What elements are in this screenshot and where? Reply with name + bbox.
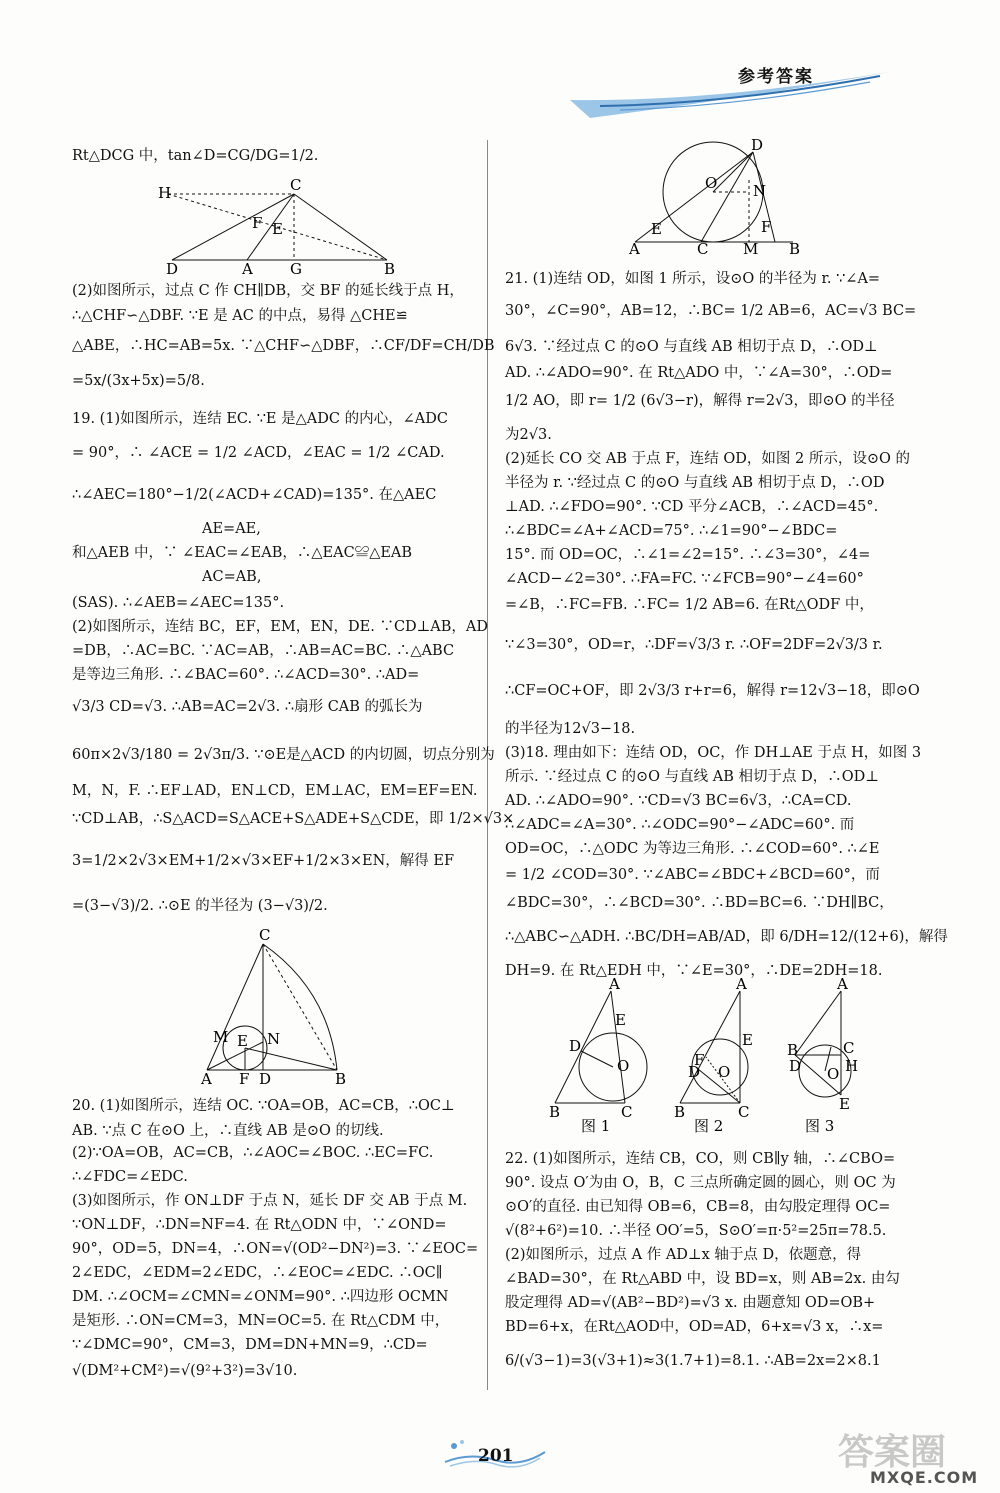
figure-sector-cab — [197, 926, 357, 1090]
svg-text:B: B — [787, 1041, 799, 1059]
text-line: AD. ∴∠ADO=90°. ∵CD=√3 BC=6√3，∴CA=CD. — [505, 793, 852, 809]
text-line: ∴CF=OC+OF，即 2√3/3 r+r=6，解得 r=12√3−18，即⊙O — [505, 683, 920, 699]
svg-text:B: B — [789, 240, 801, 258]
svg-text:N: N — [753, 182, 767, 200]
svg-text:M: M — [213, 1028, 229, 1046]
text-line: 2∠EDC，∠EDM=2∠EDC，∴∠EOC=∠EDC. ∴OC∥ — [72, 1265, 443, 1281]
text-line: ∴△ABC∽△ADH. ∴BC/DH=AB/AD，即 6/DH=12/(12+6)，解得 — [505, 929, 948, 945]
figure-3 — [787, 975, 858, 1135]
figure-1 — [549, 975, 647, 1135]
text-line: ∵∠3=30°，OD=r，∴DF=√3/3 r. ∴OF=2DF=2√3/3 r. — [505, 637, 883, 653]
svg-text:答案圈: 答案圈 — [838, 1432, 947, 1473]
text-line: ∠ACD−∠2=30°. ∴FA=FC. ∵∠FCB=90°−∠4=60° — [505, 571, 864, 587]
text-line: ∠BDC=30°，∴∠BCD=30°. ∴BD=BC=6. ∵DH∥BC， — [505, 895, 894, 911]
svg-text:C: C — [738, 1103, 750, 1121]
text-line: (2)如图所示，过点 C 作 CH∥DB，交 BF 的延长线于点 H， — [72, 283, 464, 299]
figure-circle-o — [625, 136, 805, 258]
text-line: (2)延长 CO 交 AB 于点 F，连结 OD，如图 2 所示，设⊙O 的 — [505, 451, 910, 467]
text-line: DM. ∴∠OCM=∠CMN=∠ONM=90°. ∴四边形 OCMN — [72, 1289, 449, 1305]
svg-text:B: B — [674, 1103, 686, 1121]
text-line: 60π×2√3/180 = 2√3π/3. ∵⊙E是△ACD 的内切圆，切点分别为 — [72, 747, 495, 763]
text-line: 6/(√3−1)=3(√3+1)≈3(1.7+1)=8.1. ∴AB=2x=2×8.1 — [505, 1353, 881, 1369]
svg-text:H: H — [845, 1057, 859, 1075]
svg-text:E: E — [742, 1031, 753, 1049]
svg-text:D: D — [688, 1063, 701, 1081]
text-line: 3=1/2×2√3×EM+1/2×√3×EF+1/2×3×EN，解得 EF — [72, 853, 455, 869]
text-line: 21. (1)连结 OD，如图 1 所示，设⊙O 的半径为 r. ∵∠A= — [505, 271, 881, 287]
svg-text:F: F — [694, 1051, 705, 1069]
text-line: (3)18. 理由如下：连结 OD，OC，作 DH⊥AE 于点 H，如图 3 — [505, 745, 922, 761]
text-line: △ABE，∴HC=AB=5x. ∵△CHF∽△DBF，∴CF/DF=CH/DB — [72, 338, 495, 354]
svg-text:A: A — [242, 260, 253, 278]
text-line: (2)如图所示，连结 BC，EF，EM，EN，DE. ∵CD⊥AB，AD — [72, 619, 489, 635]
text-line: (2)∵OA=OB，AC=CB，∴∠AOC=∠BOC. ∴EC=FC. — [72, 1145, 434, 1161]
text-line: ∵ON⊥DF，∴DN=NF=4. 在 Rt△ODN 中，∵∠OND= — [72, 1217, 447, 1233]
text-line: 的半径为12√3−18. — [505, 721, 636, 737]
text-line: 15°. 而 OD=OC，∴∠1=∠2=15°. ∴∠3=30°，∠4= — [505, 547, 871, 563]
svg-text:A: A — [837, 975, 848, 993]
text-line: √3/3 CD=√3. ∴AB=AC=2√3. ∴扇形 CAB 的弧长为 — [72, 699, 423, 715]
text-line: AC=AB, — [202, 569, 262, 585]
svg-text:F: F — [252, 214, 263, 232]
svg-text:H: H — [158, 184, 172, 202]
svg-text:E: E — [651, 220, 662, 238]
svg-text:D: D — [789, 1057, 802, 1075]
text-line: ∵∠DMC=90°，CM=3，DM=DN+MN=9，∴CD= — [72, 1337, 428, 1353]
svg-text:O: O — [718, 1063, 731, 1081]
svg-text:G: G — [290, 260, 302, 278]
svg-text:D: D — [751, 136, 764, 154]
text-line: 30°，∠C=90°，AB=12，∴BC= 1/2 AB=6，AC=√3 BC= — [505, 303, 917, 319]
text-line: ∵CD⊥AB，∴S△ACD=S△ACE+S△ADE+S△CDE，即 1/2×√3× — [72, 811, 515, 827]
figure-2-caption: 图 2 — [694, 1117, 724, 1135]
svg-text:O: O — [827, 1065, 840, 1083]
text-line: AD. ∴∠ADO=90°. 在 Rt△ADO 中，∵∠A=30°，∴OD= — [505, 365, 893, 381]
text-line: = 1/2 ∠COD=30°. ∵∠ABC=∠BDC+∠BCD=60°，而 — [505, 867, 880, 883]
text-line: (2)如图所示，过点 A 作 AD⊥x 轴于点 D，依题意，得 — [505, 1247, 862, 1263]
svg-text:A: A — [736, 975, 747, 993]
svg-text:C: C — [259, 926, 271, 944]
text-line: ∴∠ADC=∠A=30°. ∴∠ODC=90°−∠ADC=60°. 而 — [505, 817, 855, 833]
text-line: M，N，F. ∴EF⊥AD，EN⊥CD，EM⊥AC，EM=EF=EN. — [72, 783, 478, 799]
header-ribbon — [560, 62, 900, 122]
text-line: 是矩形. ∴ON=CM=3，MN=OC=5. 在 Rt△CDM 中， — [72, 1313, 450, 1329]
text-line: =(3−√3)/2. ∴⊙E 的半径为 (3−√3)/2. — [72, 898, 328, 914]
page-number: 201 — [478, 1446, 514, 1466]
figure-3-caption: 图 3 — [805, 1117, 835, 1135]
svg-text:M: M — [743, 240, 759, 258]
svg-text:A: A — [629, 240, 640, 258]
figures-1-2-3 — [545, 975, 895, 1135]
text-line: ∴△CHF∽△DBF. ∵E 是 AC 的中点，易得 △CHE≌ — [72, 308, 408, 324]
text-line: =∠B，∴FC=FB. ∴FC= 1/2 AB=6. 在Rt△ODF 中， — [505, 597, 874, 613]
text-line: BD=6+x，在Rt△AOD中，OD=AD，6+x=√3 x，∴x= — [505, 1319, 884, 1335]
svg-text:B: B — [335, 1070, 347, 1088]
text-line: 90°，OD=5，DN=4，∴ON=√(OD²−DN²)=3. ∵∠EOC= — [72, 1241, 479, 1257]
svg-text:C: C — [290, 176, 302, 194]
text-line: ∴∠FDC=∠EDC. — [72, 1169, 188, 1185]
text-line: = 90°，∴ ∠ACE = 1/2 ∠ACD，∠EAC = 1/2 ∠CAD. — [72, 445, 445, 461]
text-line: 为2√3. — [505, 427, 552, 443]
svg-text:O: O — [617, 1057, 630, 1075]
text-line: 19. (1)如图所示，连结 EC. ∵E 是△ADC 的内心，∠ADC — [72, 411, 448, 427]
svg-text:F: F — [239, 1070, 250, 1088]
header-title: 参考答案 — [738, 67, 814, 87]
text-line: ∴∠AEC=180°−1/2(∠ACD+∠CAD)=135°. 在△AEC — [72, 487, 437, 503]
svg-text:D: D — [166, 260, 179, 278]
svg-text:A: A — [201, 1070, 212, 1088]
text-line: AE=AE, — [202, 521, 261, 537]
text-line: ∴∠BDC=∠A+∠ACD=75°. ∴∠1=90°−∠BDC= — [505, 523, 838, 539]
text-line: OD=OC，∴△ODC 为等边三角形. ∴∠COD=60°. ∴∠E — [505, 841, 880, 857]
text-line: 半径为 r. ∵经过点 C 的⊙O 与直线 AB 相切于点 D，∴OD — [505, 475, 885, 491]
text-line: 20. (1)如图所示，连结 OC. ∵OA=OB，AC=CB，∴OC⊥ — [72, 1098, 455, 1114]
text-line: =5x/(3x+5x)=5/8. — [72, 373, 205, 389]
figure-2 — [674, 975, 753, 1135]
svg-text:D: D — [259, 1070, 272, 1088]
text-line: 和△AEB 中，∵ ∠EAC=∠EAB，∴△EAC≌△EAB — [72, 545, 413, 561]
svg-text:E: E — [272, 220, 283, 238]
text-line: 6√3. ∵经过点 C 的⊙O 与直线 AB 相切于点 D，∴OD⊥ — [505, 339, 878, 355]
text-line: AB. ∵点 C 在⊙O 上，∴直线 AB 是⊙O 的切线. — [72, 1123, 384, 1139]
svg-text:C: C — [621, 1103, 633, 1121]
text-line: =DB，∴AC=BC. ∵AC=AB，∴AB=AC=BC. ∴△ABC — [72, 643, 455, 659]
svg-text:E: E — [237, 1032, 248, 1050]
figure-1-caption: 图 1 — [581, 1117, 611, 1135]
figure-triangle-dbc — [152, 178, 412, 278]
text-line: 1/2 AO，即 r= 1/2 (6√3−r)，解得 r=2√3，即⊙O 的半径 — [505, 393, 895, 409]
text-line: 是等边三角形. ∴∠BAC=60°. ∴∠ACD=30°. ∴AD= — [72, 667, 420, 683]
svg-text:E: E — [839, 1095, 850, 1113]
svg-text:N: N — [267, 1030, 281, 1048]
svg-text:B: B — [384, 260, 396, 278]
svg-text:C: C — [843, 1039, 855, 1057]
svg-text:A: A — [609, 975, 620, 993]
text-line: 所示. ∵经过点 C 的⊙O 与直线 AB 相切于点 D，∴OD⊥ — [505, 769, 879, 785]
svg-text:F: F — [761, 218, 772, 236]
text-line: ⊥AD. ∴∠FDO=90°. ∵CD 平分∠ACB，∴∠ACD=45°. — [505, 499, 879, 515]
svg-text:B: B — [549, 1103, 561, 1121]
text-line: 90°. 设点 O′为由 O，B，C 三点所确定圆的圆心，则 OC 为 — [505, 1175, 896, 1191]
svg-text:D: D — [569, 1037, 582, 1055]
text-line: 22. (1)如图所示，连结 CB，CO，则 CB∥y 轴，∴∠CBO= — [505, 1151, 896, 1167]
text-line: √(DM²+CM²)=√(9²+3²)=3√10. — [72, 1363, 298, 1379]
svg-text:O: O — [705, 174, 718, 192]
text-line: 股定理得 AD=√(AB²−BD²)=√3 x. 由题意知 OD=OB+ — [505, 1295, 876, 1311]
text-line: (3)如图所示，作 ON⊥DF 于点 N，延长 DF 交 AB 于点 M. — [72, 1193, 468, 1209]
text-line: DH=9. 在 Rt△EDH 中，∵∠E=30°，∴DE=2DH=18. — [505, 963, 883, 979]
text-line: ⊙O′的直径. 由已知得 OB=6，CB=8，由勾股定理得 OC= — [505, 1199, 891, 1215]
text-line: Rt△DCG 中，tan∠D=CG/DG=1/2. — [72, 148, 319, 164]
watermark-url: MXQE.COM — [870, 1468, 979, 1487]
svg-text:C: C — [697, 240, 709, 258]
text-line: (SAS). ∴∠AEB=∠AEC=135°. — [72, 595, 285, 611]
text-line: ∠BAD=30°，在 Rt△ABD 中，设 BD=x，则 AB=2x. 由勾 — [505, 1271, 900, 1287]
svg-text:E: E — [615, 1011, 626, 1029]
text-line: √(8²+6²)=10. ∴半径 OO′=5，S⊙O′=π·5²=25π=78.5. — [505, 1223, 887, 1239]
